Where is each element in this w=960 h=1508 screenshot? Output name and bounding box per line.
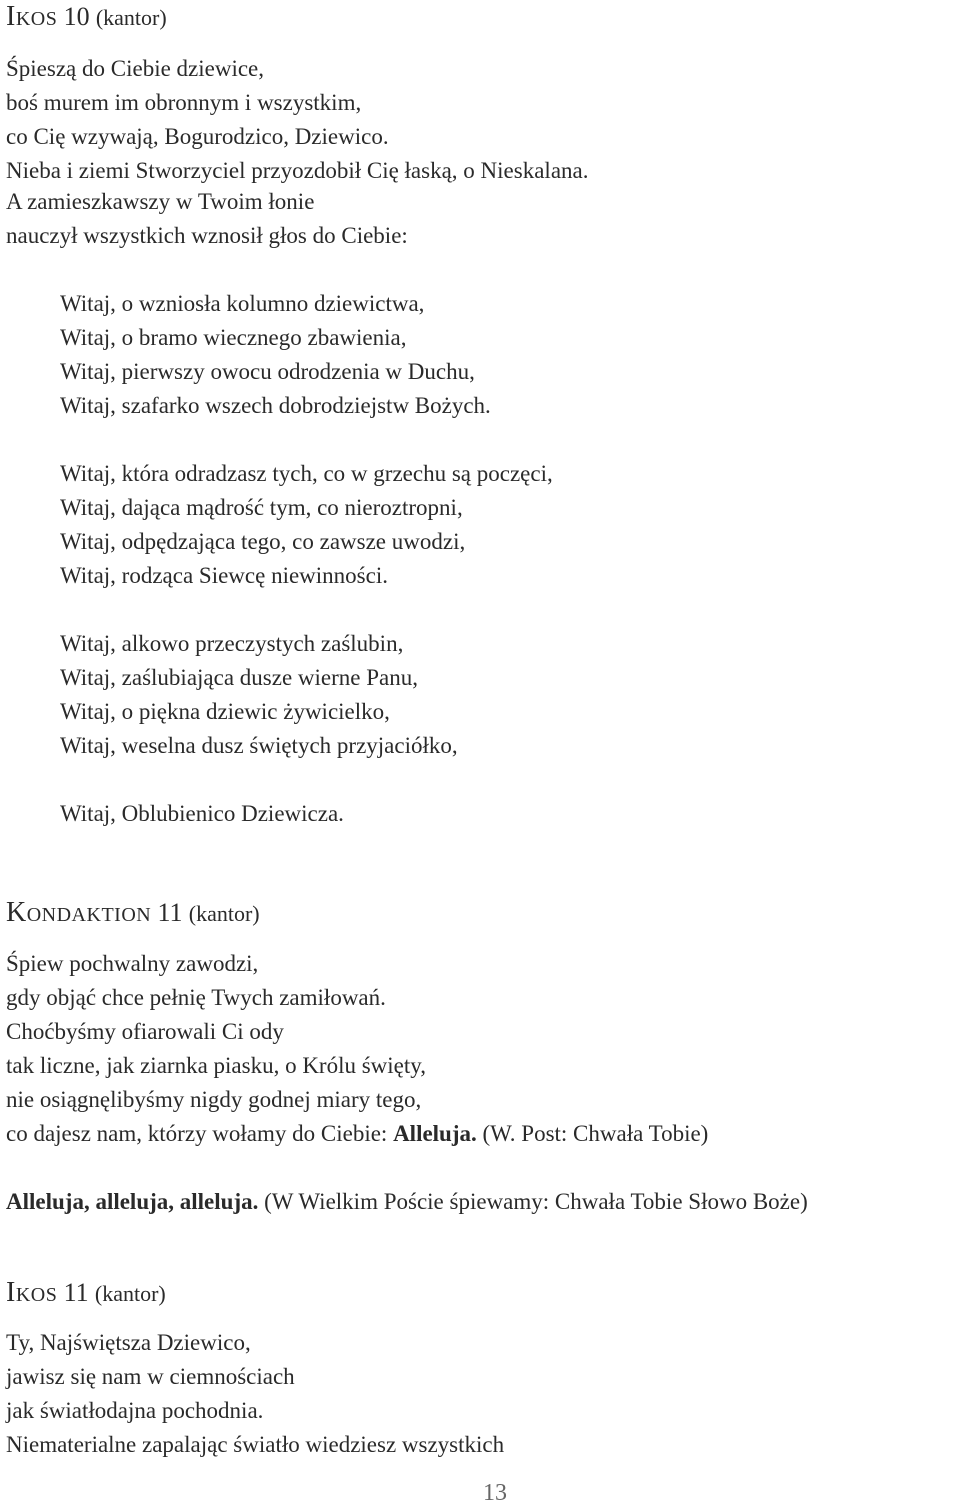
- verse-line: A zamieszkawszy w Twoim łonie: [6, 189, 315, 214]
- heading-number: 11: [63, 1278, 89, 1307]
- response-line: [6, 1187, 808, 1217]
- salutation-line: Witaj, o piękna dziewic żywicielko,: [60, 699, 390, 724]
- verse-line: jawisz się nam w ciemnościach: [6, 1364, 295, 1389]
- salutation-line: Witaj, zaślubiająca dusze wierne Panu,: [60, 665, 418, 690]
- response-bold: Alleluja, alleluja, alleluja.: [6, 1189, 259, 1214]
- heading-number: 10: [63, 2, 90, 31]
- verse-line: Ty, Najświętsza Dziewico,: [6, 1330, 251, 1355]
- heading-title: Ikos: [6, 1277, 58, 1308]
- salutation-line: Witaj, szafarko wszech dobrodziejstw Bożych.: [60, 393, 491, 418]
- verse-line-alleluja: [6, 1119, 708, 1149]
- ikos-10-heading: [6, 2, 167, 33]
- verse-line: Nieba i ziemi Stworzyciel przyozdobił Cię łaską, o Nieskalana.: [6, 158, 589, 183]
- salutation-line: Witaj, o bramo wiecznego zbawienia,: [60, 325, 407, 350]
- verse-line: gdy objąć chce pełnię Twych zamiłowań.: [6, 985, 386, 1010]
- verse-line: jak światłodajna pochodnia.: [6, 1398, 264, 1423]
- alleluja-bold: Alleluja.: [393, 1121, 477, 1146]
- verse-line: boś murem im obronnym i wszystkim,: [6, 90, 362, 115]
- heading-performer: (kantor): [188, 901, 260, 926]
- salutation-line: Witaj, dająca mądrość tym, co nieroztropni,: [60, 495, 463, 520]
- verse-line: Śpiew pochwalny zawodzi,: [6, 951, 259, 976]
- salutation-line: Witaj, która odradzasz tych, co w grzechu są poczęci,: [60, 461, 553, 486]
- line-suffix: (W. Post: Chwała Tobie): [476, 1121, 709, 1146]
- heading-title: Ikos: [6, 1, 58, 32]
- verse-line: Niematerialne zapalając światło wiedziesz wszystkich: [6, 1432, 505, 1457]
- heading-performer: (kantor): [94, 1281, 166, 1306]
- response-note: (W Wielkim Poście śpiewamy: Chwała Tobie Słowo Boże): [258, 1189, 808, 1214]
- verse-line: Choćbyśmy ofiarowali Ci ody: [6, 1019, 284, 1044]
- heading-number: 11: [157, 898, 183, 927]
- salutation-line: Witaj, pierwszy owocu odrodzenia w Duchu,: [60, 359, 475, 384]
- verse-line: tak liczne, jak ziarnka piasku, o Królu święty,: [6, 1053, 427, 1078]
- verse-line: nauczył wszystkich wznosił głos do Ciebie:: [6, 223, 408, 248]
- salutation-line: Witaj, o wzniosła kolumno dziewictwa,: [60, 291, 425, 316]
- refrain-line: Witaj, Oblubienico Dziewicza.: [60, 801, 344, 826]
- ikos-11-heading: [6, 1278, 166, 1309]
- salutation-line: Witaj, rodząca Siewcę niewinności.: [60, 563, 388, 588]
- heading-title: Kondaktion: [6, 897, 152, 928]
- line-prefix: co dajesz nam, którzy wołamy do Ciebie:: [6, 1121, 394, 1146]
- page-number: 13: [483, 1480, 507, 1506]
- verse-line: co Cię wzywają, Bogurodzico, Dziewico.: [6, 124, 389, 149]
- salutation-line: Witaj, odpędzająca tego, co zawsze uwodzi,: [60, 529, 466, 554]
- verse-line: nie osiągnęlibyśmy nigdy godnej miary tego,: [6, 1087, 422, 1112]
- heading-performer: (kantor): [95, 5, 167, 30]
- verse-line: Śpieszą do Ciebie dziewice,: [6, 56, 265, 81]
- salutation-line: Witaj, alkowo przeczystych zaślubin,: [60, 631, 404, 656]
- kondaktion-11-heading: [6, 898, 260, 929]
- salutation-line: Witaj, weselna dusz świętych przyjaciółko,: [60, 733, 458, 758]
